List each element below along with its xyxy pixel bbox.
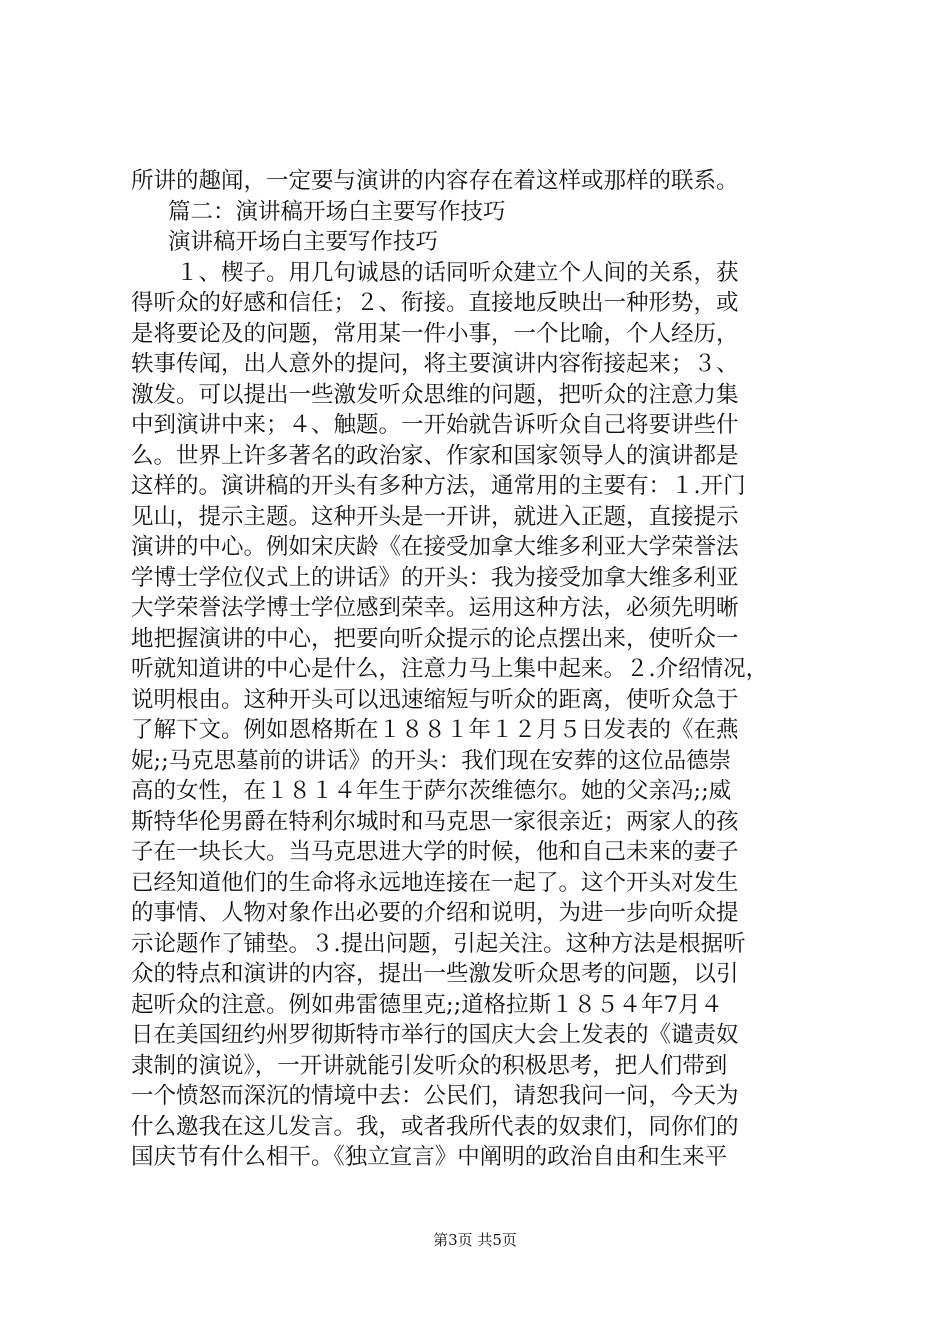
text-line: 的事情、人物对象作出必要的介绍和说明，为进一步向听众提 <box>131 900 739 926</box>
text-line: 子在一块长大。当马克思进大学的时候，他和自己未来的妻子 <box>131 839 739 865</box>
text-line: 高的女性，在１８１４年生于萨尔茨维德尔。她的父亲冯;;威 <box>131 778 732 804</box>
text-line: 什么邀我在这儿发言。我，或者我所代表的奴隶们，同你们的 <box>131 1113 739 1140</box>
text-line: 大学荣誉法学博士学位感到荣幸。运用这种方法，必须先明晰 <box>131 595 739 621</box>
text-line: 所讲的趣闻，一定要与演讲的内容存在着这样或那样的联系。 <box>131 168 739 194</box>
text-line: １、楔子。用几句诚恳的话同听众建立个人间的关系，获 <box>176 259 739 286</box>
text-line: 听就知道讲的中心是什么，注意力马上集中起来。２.介绍情况， <box>131 656 769 682</box>
text-line: 学博士学位仪式上的讲话》的开头：我为接受加拿大维多利亚 <box>131 564 739 591</box>
text-line: 国庆节有什么相干。《独立宣言》中阐明的政治自由和生来平 <box>131 1144 728 1170</box>
text-line: 日在美国纽约州罗彻斯特市举行的国庆大会上发表的《谴责奴 <box>131 1022 739 1048</box>
text-line: 见山，提示主题。这种开头是一开讲，就进入正题，直接提示 <box>131 503 739 530</box>
body-text <box>131 166 831 1173</box>
text-line: 是将要论及的问题，常用某一件小事，一个比喻，个人经历， <box>131 320 739 347</box>
text-line: 了解下文。例如恩格斯在１８８１年１２月５日发表的《在燕 <box>131 717 739 743</box>
text-line: 妮;;马克思墓前的讲话》的开头：我们现在安葬的这位品德崇 <box>131 747 732 774</box>
text-line: 一个愤怒而深沉的情境中去：公民们，请恕我问一问，今天为 <box>131 1083 739 1109</box>
text-line: 众的特点和演讲的内容，提出一些激发听众思考的问题，以引 <box>131 961 739 987</box>
text-line: 斯特华伦男爵在特利尔城时和马克思一家很亲近；两家人的孩 <box>131 808 739 835</box>
text-line: 激发。可以提出一些激发听众思维的问题，把听众的注意力集 <box>131 381 739 408</box>
text-line: 已经知道他们的生命将永远地连接在一起了。这个开头对发生 <box>131 869 739 896</box>
section-subheading: 演讲稿开场白主要写作技巧 <box>168 229 439 255</box>
section-heading: 篇二：演讲稿开场白主要写作技巧 <box>168 198 506 225</box>
text-line: 起听众的注意。例如弗雷德里克;;道格拉斯１８５４年7月４ <box>131 991 723 1018</box>
text-line: 么。世界上许多著名的政治家、作家和国家领导人的演讲都是 <box>131 442 739 469</box>
text-line: 示论题作了铺垫。３.提出问题，引起关注。这种方法是根据听 <box>131 930 746 957</box>
text-line: 演讲的中心。例如宋庆龄《在接受加拿大维多利亚大学荣誉法 <box>131 534 739 560</box>
text-line: 中到演讲中来；４、触题。一开始就告诉听众自己将要讲些什 <box>131 412 739 438</box>
text-line: 轶事传闻，出人意外的提问，将主要演讲内容衔接起来；３、 <box>131 351 739 377</box>
page-footer <box>0 1230 950 1250</box>
text-line: 这样的。演讲稿的开头有多种方法，通常用的主要有：１.开门 <box>131 473 746 499</box>
text-line: 隶制的演说》，一开讲就能引发听众的积极思考，把人们带到 <box>131 1052 728 1079</box>
page-number: 第3页 共5页 <box>433 1231 517 1249</box>
text-line: 地把握演讲的中心，把要向听众提示的论点摆出来，使听众一 <box>131 625 739 652</box>
text-line: 得听众的好感和信任；２、衔接。直接地反映出一种形势，或 <box>131 290 739 316</box>
text-line: 说明根由。这种开头可以迅速缩短与听众的距离，使听众急于 <box>131 686 739 713</box>
